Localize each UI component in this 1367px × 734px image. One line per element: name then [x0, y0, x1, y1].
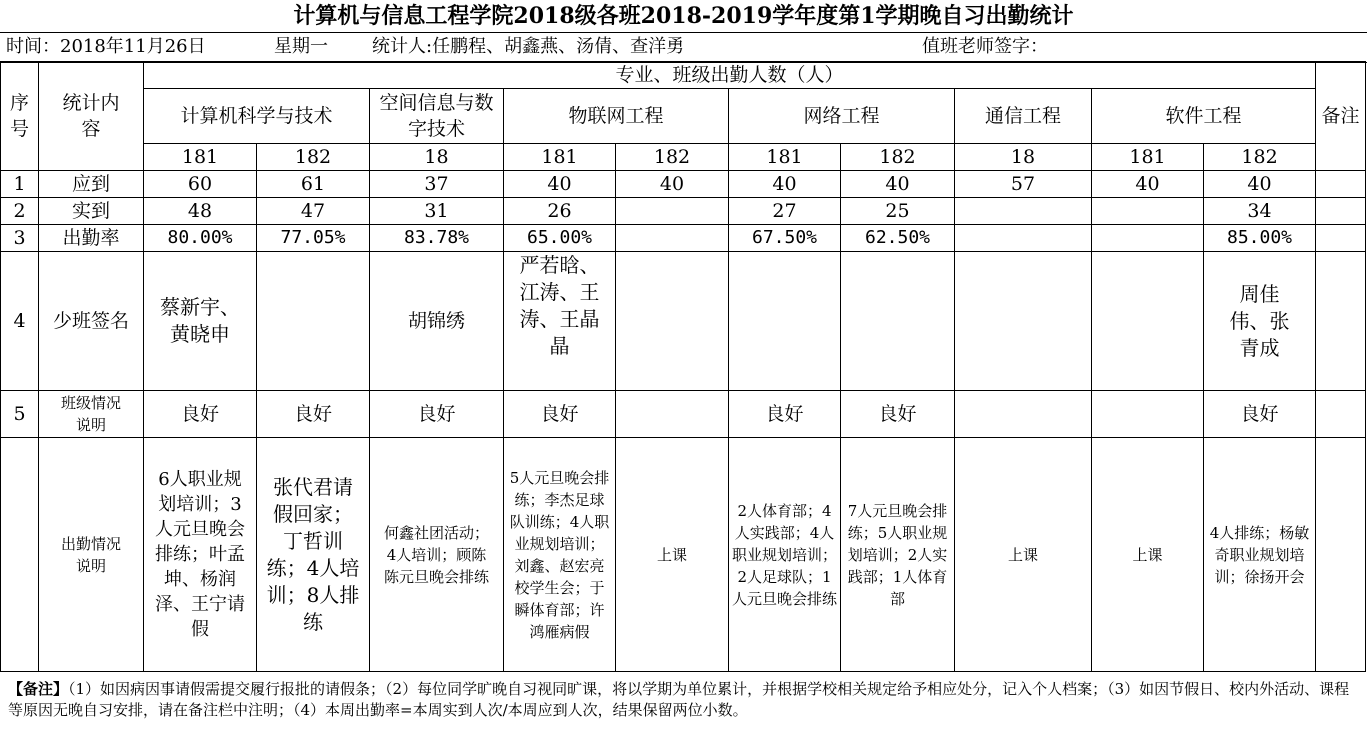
- data-cell: 62.50%: [841, 225, 955, 252]
- data-cell: 48: [144, 198, 257, 225]
- data-cell: 61: [257, 171, 370, 198]
- data-cell: 40: [729, 171, 841, 198]
- footnote-label: 【备注】: [8, 680, 69, 698]
- class-header: 182: [1204, 144, 1316, 171]
- data-cell: 77.05%: [257, 225, 370, 252]
- page-title: 计算机与信息工程学院2018级各班2018-2019学年度第1学期晚自习出勤统计: [293, 3, 1074, 29]
- class-header: 18: [370, 144, 504, 171]
- data-cell: 7人元旦晚会排练；5人职业规划培训；2人实践部；1人体育部: [841, 438, 955, 672]
- data-cell: 蔡新宇、黄晓申: [144, 252, 257, 391]
- class-header: 18: [955, 144, 1092, 171]
- data-cell: [841, 252, 955, 391]
- data-cell: 25: [841, 198, 955, 225]
- data-cell: 严若晗、江涛、王涛、王晶晶: [504, 252, 616, 391]
- data-cell: 47: [257, 198, 370, 225]
- data-cell: [955, 198, 1092, 225]
- data-cell: [1092, 252, 1204, 391]
- data-cell: 良好: [1204, 391, 1316, 438]
- table-row: [1, 225, 1366, 252]
- data-cell: [729, 252, 841, 391]
- class-header: 182: [257, 144, 370, 171]
- data-cell: 6人职业规划培训；3人元旦晚会排练；叶孟坤、杨润泽、王宁请假: [144, 438, 257, 672]
- row-index: [1, 438, 39, 672]
- data-cell: [257, 252, 370, 391]
- data-cell: 37: [370, 171, 504, 198]
- data-cell: 4人排练；杨敏奇职业规划培训；徐扬开会: [1204, 438, 1316, 672]
- table-row: [1, 252, 1366, 391]
- data-cell: 良好: [841, 391, 955, 438]
- data-cell: 40: [1092, 171, 1204, 198]
- data-cell: [616, 252, 729, 391]
- class-header: 181: [504, 144, 616, 171]
- row-label: 出勤情况说明: [39, 438, 144, 672]
- data-cell: 何鑫社团活动；4人培训；顾陈陈元旦晚会排练: [370, 438, 504, 672]
- remark-cell: [1316, 171, 1366, 198]
- row-index: 5: [1, 391, 39, 438]
- data-cell: [955, 391, 1092, 438]
- data-cell: 上课: [1092, 438, 1204, 672]
- table-row: [1, 198, 1366, 225]
- data-cell: [1092, 225, 1204, 252]
- data-cell: [616, 198, 729, 225]
- remark-header: 备注: [1316, 62, 1366, 171]
- major-header: 空间信息与数字技术: [370, 89, 504, 144]
- data-cell: 40: [616, 171, 729, 198]
- data-cell: 上课: [616, 438, 729, 672]
- data-cell: [616, 225, 729, 252]
- row-label: 出勤率: [39, 225, 144, 252]
- data-cell: 张代君请假回家；丁哲训练；4人培训；8人排练: [257, 438, 370, 672]
- class-header: 182: [616, 144, 729, 171]
- data-cell: [1092, 198, 1204, 225]
- row-label: 实到: [39, 198, 144, 225]
- row-index: 1: [1, 171, 39, 198]
- remark-cell: [1316, 225, 1366, 252]
- data-cell: 5人元旦晚会排练；李杰足球队训练；4人职业规划培训；刘鑫、赵宏亮校学生会；于瞬体育部；许鸿雁病假: [504, 438, 616, 672]
- remark-cell: [1316, 438, 1366, 672]
- data-cell: 60: [144, 171, 257, 198]
- major-header: 通信工程: [955, 89, 1092, 144]
- info-row: [0, 32, 1367, 63]
- class-header: 182: [841, 144, 955, 171]
- table-row: [1, 438, 1366, 672]
- data-cell: 良好: [257, 391, 370, 438]
- class-header: 181: [1092, 144, 1204, 171]
- data-cell: 57: [955, 171, 1092, 198]
- statisticians-text: 统计人:任鹏程、胡鑫燕、汤倩、查洋勇: [372, 36, 685, 57]
- data-cell: 83.78%: [370, 225, 504, 252]
- data-cell: 40: [841, 171, 955, 198]
- data-cell: [955, 252, 1092, 391]
- data-cell: 85.00%: [1204, 225, 1316, 252]
- class-header: 181: [144, 144, 257, 171]
- data-cell: 良好: [504, 391, 616, 438]
- row-index: 3: [1, 225, 39, 252]
- data-cell: 34: [1204, 198, 1316, 225]
- data-cell: [1092, 391, 1204, 438]
- data-cell: 80.00%: [144, 225, 257, 252]
- group-title-header: 专业、班级出勤人数（人）: [144, 62, 1316, 89]
- table-row: [1, 171, 1366, 198]
- data-cell: 27: [729, 198, 841, 225]
- index-header: 序号: [1, 62, 39, 171]
- row-label: 少班签名: [39, 252, 144, 391]
- remark-cell: [1316, 391, 1366, 438]
- data-cell: 67.50%: [729, 225, 841, 252]
- footnote: [0, 672, 1367, 734]
- data-cell: 31: [370, 198, 504, 225]
- major-header: 软件工程: [1092, 89, 1316, 144]
- data-cell: 周佳伟、张青成: [1204, 252, 1316, 391]
- data-cell: [616, 391, 729, 438]
- stat-content-header: 统计内容: [39, 62, 144, 171]
- data-cell: 26: [504, 198, 616, 225]
- table-row: [1, 391, 1366, 438]
- data-cell: 良好: [144, 391, 257, 438]
- class-header: 181: [729, 144, 841, 171]
- remark-cell: [1316, 252, 1366, 391]
- data-cell: 2人体育部；4人实践部；4人职业规划培训；2人足球队；1人元旦晚会排练: [729, 438, 841, 672]
- data-cell: 65.00%: [504, 225, 616, 252]
- date-text: 时间：2018年11月26日: [6, 36, 206, 57]
- teacher-sign-label: 值班老师签字：: [922, 36, 1048, 57]
- major-header: 网络工程: [729, 89, 955, 144]
- major-header: 计算机科学与技术: [144, 89, 370, 144]
- row-index: 2: [1, 198, 39, 225]
- remark-cell: [1316, 198, 1366, 225]
- data-cell: 40: [504, 171, 616, 198]
- footnote-text: （1）如因病因事请假需提交履行报批的请假条；（2）每位同学旷晚自习视同旷课，将以学期为单位累计，并根据学校相关规定给予相应处分，记入个人档案；（3）如因节假日、校内外活动、课程等原因无晚自习安排，请在备注栏中注明；（4）本周出勤率=本周实到人次/本周应到人次，结果保留两位小数。: [8, 680, 1350, 719]
- row-index: 4: [1, 252, 39, 391]
- row-label: 应到: [39, 171, 144, 198]
- data-cell: 良好: [729, 391, 841, 438]
- data-cell: 良好: [370, 391, 504, 438]
- data-cell: 40: [1204, 171, 1316, 198]
- data-cell: 胡锦绣: [370, 252, 504, 391]
- weekday-text: 星期一: [274, 36, 328, 57]
- row-label: 班级情况说明: [39, 391, 144, 438]
- data-cell: 上课: [955, 438, 1092, 672]
- data-cell: [955, 225, 1092, 252]
- major-header: 物联网工程: [504, 89, 729, 144]
- attendance-table: [0, 61, 1366, 672]
